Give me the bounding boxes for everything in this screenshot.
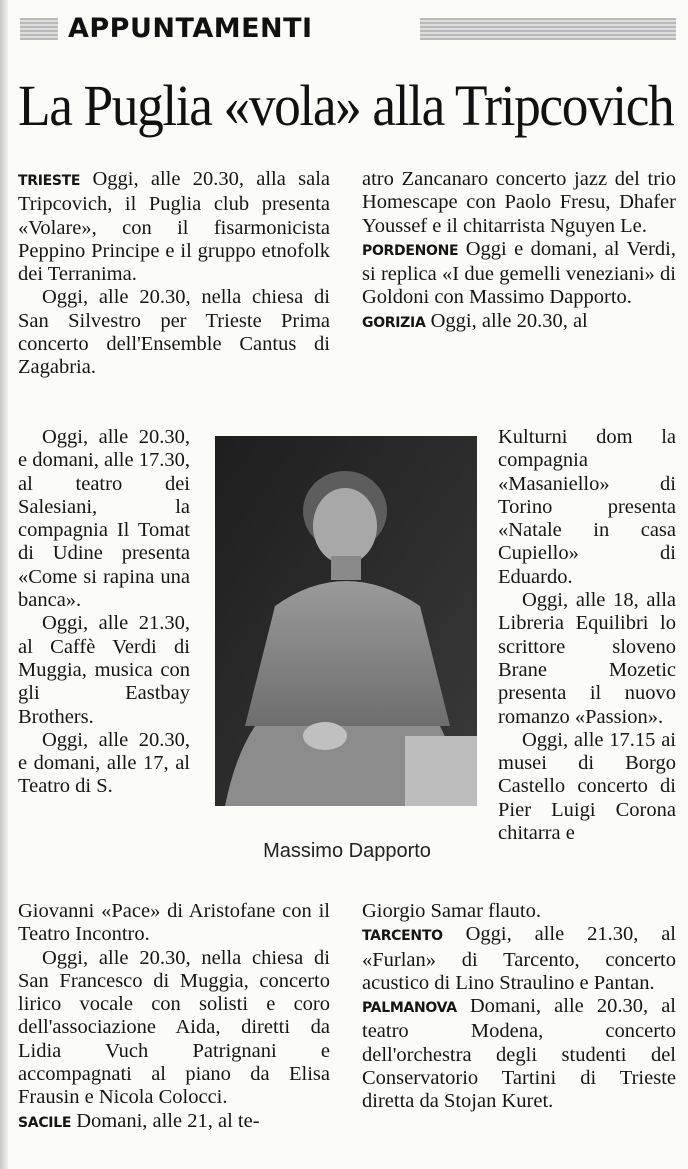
paragraph-gorizia-head <box>362 310 676 335</box>
paragraph-tarcento <box>362 923 676 995</box>
paragraph-pordenone <box>362 238 676 310</box>
portrait-photo <box>215 436 477 806</box>
paragraph-borgo-castello: Oggi, alle 17.15 ai musei di Borgo Castello concerto di Pier Luigi Corona chitarra e <box>498 728 676 845</box>
section-label: APPUNTAMENTI <box>68 13 313 44</box>
paragraph-libreria: Oggi, alle 18, alla Libreria Equilibri lo scrittore sloveno Brane Mozetic presenta il nuovo romanzo «Passion». <box>498 589 676 728</box>
text-trieste: Oggi, alle 20.30, alla sala Tripcovich, il Puglia club presenta «Volare», con il fisarmonicista Peppino Principe e il gruppo etnofolk dei Terranima. <box>18 168 330 286</box>
text-gorizia-start: Oggi, alle 20.30, al <box>430 309 588 332</box>
article-headline: La Puglia «vola» alla Tripcovich <box>18 73 674 138</box>
photo-caption: Massimo Dapporto <box>263 840 431 862</box>
section-rubric <box>20 12 676 46</box>
text-sacile: Domani, alle 21, al te- <box>76 1109 260 1132</box>
rubric-bar-right <box>420 18 676 40</box>
paragraph-salesiani: Oggi, alle 20.30, e domani, alle 17.30, al teatro dei Salesiani, la compagnia Il Tomat di Udine presenta «Come si rapina una banca». <box>18 426 190 612</box>
photo-portrait-icon <box>215 436 477 806</box>
paragraph-palmanova <box>362 995 676 1113</box>
paragraph-sacile-cont: atro Zancanaro concerto jazz del trio Homescape con Paolo Fresu, Dhafer Youssef e il chitarrista Nguyen Le. <box>362 168 676 237</box>
rubric-bar-left <box>20 18 58 40</box>
paragraph-sacile <box>18 1110 330 1135</box>
paragraph-san-francesco: Oggi, alle 20.30, nella chiesa di San Francesco di Muggia, concerto lirico vocale con solisti e coro dell'associazione Aida, diretti da Lidia Vuch Patrignani e accompagnati al piano da Elisa Frausin e Nicola Colocci. <box>18 946 330 1109</box>
paragraph-muggia-caffe: Oggi, alle 21.30, al Caffè Verdi di Muggia, musica con gli Eastbay Brothers. <box>18 612 190 728</box>
kicker-trieste: TRIESTE <box>18 173 81 189</box>
right-column-top <box>362 168 676 335</box>
paragraph-trieste <box>18 168 330 286</box>
right-column-narrow <box>498 426 676 845</box>
paragraph-gorizia: Kulturni dom la compagnia «Masaniello» di Torino presenta «Natale in casa Cupiello» di Eduardo. <box>498 426 676 588</box>
text-tarcento: Oggi, alle 21.30, al «Furlan» di Tarcento, concerto acustico di Lino Straulino e Pantan. <box>362 923 676 994</box>
kicker-gorizia: GORIZIA <box>362 314 426 331</box>
text-palmanova: Domani, alle 20.30, al teatro Modena, concerto dell'orchestra degli studenti del Conservatorio Tartini di Trieste diretta da Stojan Kuret. <box>362 995 676 1113</box>
paragraph-teatro-s: Oggi, alle 20.30, e domani, alle 17, al Teatro di S. <box>18 728 190 798</box>
left-column-top <box>18 168 330 380</box>
paragraph-san-silvestro: Oggi, alle 20.30, nella chiesa di San Silvestro per Trieste Prima concerto dell'Ensemble Cantus di Zagabria. <box>18 286 330 379</box>
left-column-narrow <box>18 426 190 799</box>
kicker-pordenone: PORDENONE <box>362 242 459 259</box>
left-column-bottom <box>18 900 330 1135</box>
scan-edge <box>0 0 8 1169</box>
paragraph-samar: Giorgio Samar flauto. <box>362 900 541 922</box>
kicker-sacile: SACILE <box>18 1114 72 1131</box>
right-column-bottom <box>362 900 676 1114</box>
paragraph-pace: Giovanni «Pace» di Aristofane con il Teatro Incontro. <box>18 900 330 946</box>
text-pordenone: Oggi e domani, al Verdi, si replica «I due gemelli veneziani» di Goldoni con Massimo Dapporto. <box>362 237 677 309</box>
kicker-palmanova: PALMANOVA <box>362 1000 457 1017</box>
kicker-tarcento: TARCENTO <box>362 928 443 945</box>
